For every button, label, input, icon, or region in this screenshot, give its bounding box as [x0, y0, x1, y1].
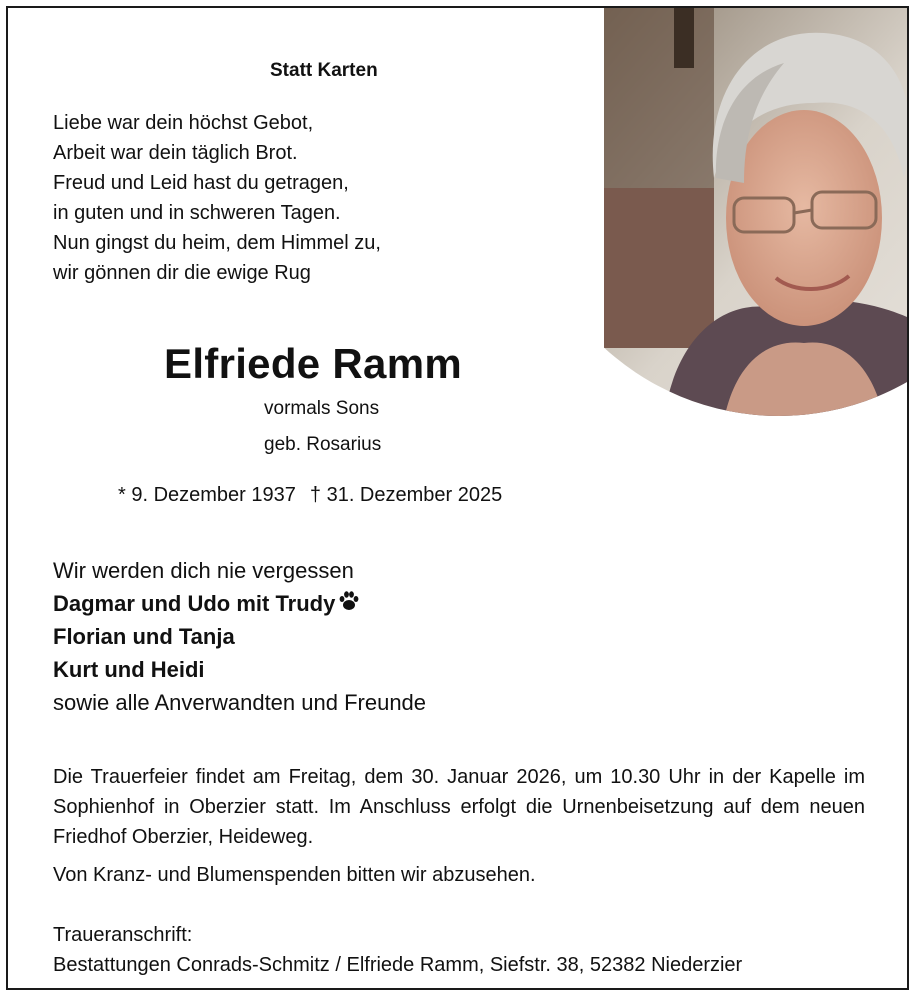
mourners-intro: Wir werden dich nie vergessen: [53, 558, 354, 583]
deceased-name: Elfriede Ramm: [164, 340, 463, 387]
poem-line: Liebe war dein höchst Gebot,: [53, 112, 314, 134]
poem-line: wir gönnen dir die ewige Rug: [53, 262, 311, 284]
poem-line: in guten und in schweren Tagen.: [53, 202, 341, 224]
mourner-line: Florian und Tanja: [53, 624, 235, 649]
service-text: Die Trauerfeier findet am Freitag, dem 30. Januar 2026, um 10.30 Uhr in der Kapelle im Sophienhof in Oberzier statt. Im Anschluss erfolgt die Urnenbeisetzung auf dem neuen Friedhof Oberzier, Heideweg.: [53, 766, 865, 848]
mourner-name: Dagmar und Udo mit Trudy: [53, 591, 336, 616]
mourner-line: [53, 587, 426, 620]
poem-line: Freud und Leid hast du getragen,: [53, 172, 349, 194]
obituary-frame: [6, 6, 909, 990]
portrait-photo: [604, 8, 909, 420]
poem-line: Arbeit war dein täglich Brot.: [53, 142, 298, 164]
address-label: Traueranschrift:: [53, 924, 193, 946]
mourners-closing: sowie alle Anverwandten und Freunde: [53, 690, 427, 715]
statt-karten-heading: Statt Karten: [270, 60, 378, 81]
death-date: † 31. Dezember 2025: [309, 484, 503, 506]
mourners: [53, 554, 426, 719]
mourner-line: Kurt und Heidi: [53, 657, 205, 682]
address-line: Bestattungen Conrads-Schmitz / Elfriede Ramm, Siefstr. 38, 52382 Niederzier: [53, 954, 743, 976]
life-dates: [118, 484, 502, 507]
maiden-name: geb. Rosarius: [264, 434, 382, 455]
birth-date: * 9. Dezember 1937: [118, 484, 296, 506]
donations-note: Von Kranz- und Blumenspenden bitten wir abzusehen.: [53, 864, 536, 886]
poem-line: Nun gingst du heim, dem Himmel zu,: [53, 232, 381, 254]
poem: [53, 108, 381, 288]
mourning-address: [53, 920, 742, 980]
formerly-name: vormals Sons: [264, 398, 380, 419]
paw-icon: [337, 589, 361, 613]
